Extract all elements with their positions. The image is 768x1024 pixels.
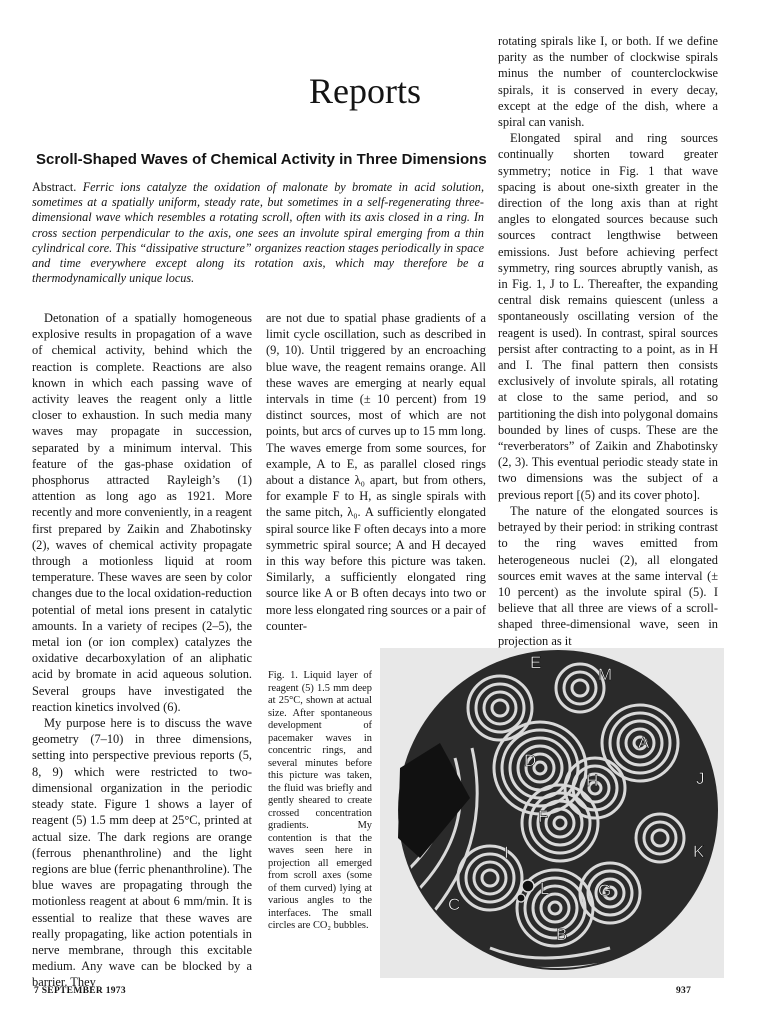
paragraph: rotating spirals like I, or both. If we define parity as the number of clockwise spirals minus the number of counterclockwise spirals, it is conserved in every decay, except at the edge of the dish, where a spiral can vanish. <box>498 34 718 130</box>
page-number: 937 <box>676 986 692 996</box>
body-column-3 <box>498 33 718 648</box>
co2-bubble <box>517 894 525 902</box>
abstract <box>32 180 484 286</box>
figure-label: D <box>524 751 537 770</box>
figure-label: F <box>538 807 549 826</box>
abstract-text: Ferric ions catalyze the oxidation of malonate by bromate in acid solution, sometimes at a spatially uniform, steady rate, but sometimes in a self-regenerating three-dimensional wave which resembles a rotating scroll, often with its axis closed in a ring. In cross section perpendicular to the axis, one sees an involute spiral emerging from a thin cylindrical core. This “dissipative structure” organizes reaction stages periodically in space and time everywhere except along its rotation axis, which may therefore be a thermodynamically unique locus. <box>32 180 485 286</box>
section-heading: Reports <box>309 71 421 111</box>
figure-caption: Fig. 1. Liquid layer of reagent (5) 1.5 mm deep at 25°C, shown at actual size. After spontaneous development of pacemaker waves in concentric rings, and several minutes before this picture was taken, the fluid was briefly and gently sheared to create crossed concentration gradients. My contention is that the waves seen here in projection all emerged from scroll axes (some of them curved) lying at various angles to the interfaces. The small circles are CO₂ bubbles. <box>268 670 372 931</box>
figure-scroll-waves <box>380 648 724 978</box>
figure-label: G <box>598 881 612 900</box>
figure-label: J <box>696 769 705 788</box>
paragraph: are not due to spatial phase gradients of a limit cycle oscillation, such as described in (9, 10). Until triggered by an encroaching blue wave, the reagent remains orange. All these waves are emerging at nearly equal intervals in time (± 10 percent) from 19 distinct sources, most of which are not points, but arcs of curves up to 15 mm long. The waves emerge from some sources, for example, A to E, as parallel closed rings about a distance λ₀ apart, but from others, for example F to H, as single spirals with the same pitch, λ₀. A sufficiently elongated spiral source like F often decays into a more symmetric spiral source; A and H decayed in this way before this picture was taken. Similarly, a sufficiently elongated ring source like A or B often decays into two or more less elongated ring sources or a pair of counter- <box>266 311 486 633</box>
abstract-lead: Abstract. <box>32 180 77 194</box>
figure-label: M <box>598 665 613 684</box>
figure-label: I <box>504 843 509 862</box>
article-title: Scroll-Shaped Waves of Chemical Activity in Three Dimensions <box>36 151 487 168</box>
figure-label: C <box>448 895 461 914</box>
body-column-1 <box>32 310 252 990</box>
figure-label: L <box>540 879 550 898</box>
figure-label: B <box>556 925 568 944</box>
figure-label: H <box>586 771 599 790</box>
co2-bubble <box>522 880 534 892</box>
footer-date: 7 SEPTEMBER 1973 <box>34 986 126 996</box>
figure-label: A <box>638 733 650 752</box>
figure-label: K <box>693 842 705 861</box>
figure-label: E <box>530 653 542 672</box>
paragraph: Detonation of a spatially homogeneous explosive results in propagation of a wave of chemical activity, behind which the reaction is complete. Reactions are also known in which each passing wave of activity leaves the reagent only a little closer to exhaustion. In such media many waves may propagate in succession, separated by a minimum interval. This feature of the gas-phase oxidation of phosphorus attracted Rayleigh’s (1) attention as long ago as 1921. More recently and more conveniently, in a reagent first prepared by Zaikin and Zhabotinsky (2), waves of chemical activity propagate through a motionless liquid at room temperature. These waves are seen by color changes due to the local oxidation-reduction potential of metal ions present in catalytic amounts. In a variety of recipes (2–5), the metal ion (or ion complex) catalyzes the oxidative decarboxylation of an aliphatic acid by bromate in acid aqueous solution. Several groups have investigated the reaction kinetics involved (6). <box>32 311 252 714</box>
paragraph: Elongated spiral and ring sources continually shorten toward greater symmetry; notice in Fig. 1 that wave spacing is about one-sixth greater in the direction of the long axis than at right angles to elongated sources because such sources contract lengthwise between emissions. Just before achieving perfect symmetry, ring sources abruptly vanish, as in Fig. 1, J to L. Thereafter, the expanding central disk remains quiescent (unless a spontaneously oscillating version of the reagent is used). In contrast, spiral sources persist after contracting to a point, as in H and I. The final pattern then consists exclusively of involute spirals, all rotating at close to the same period, and so partitioning the dish into polygonal domains bounded by lines of cusps. These are the “reverberators” of Zaikin and Zhabotinsky (2, 3). This eventual periodic steady state in two dimensions was the subject of a previous report [(5) and its cover photo]. <box>498 131 718 502</box>
body-column-2 <box>266 310 486 633</box>
paragraph: The nature of the elongated sources is betrayed by their period: in striking contrast to the ring waves emitted from heterogeneous nuclei (2), all elongated sources emit waves at the same interval (± 10 percent) as the involute spiral (5). I believe that all three are views of a scroll-shaped three-dimensional wave, seen in projection as it <box>498 503 718 648</box>
paragraph: My purpose here is to discuss the wave geometry (7–10) in three dimensions, setting into perspective previous reports (5, 8, 9) which were restricted to two-dimensional organization in the periodic steady state. Figure 1 shows a layer of reagent (5) 1.5 mm deep at 25°C, printed at actual size. The dark regions are orange (ferrous phenanthroline) and the light regions are blue (ferric phenanthroline). The blue waves are propagating through the motionless reagent at about 6 mm/min. It is essential to realize that these waves are really propagating, like action potentials in nerve membrane, through this excitable medium. Any wave can be blocked by a barrier. They <box>32 716 252 990</box>
